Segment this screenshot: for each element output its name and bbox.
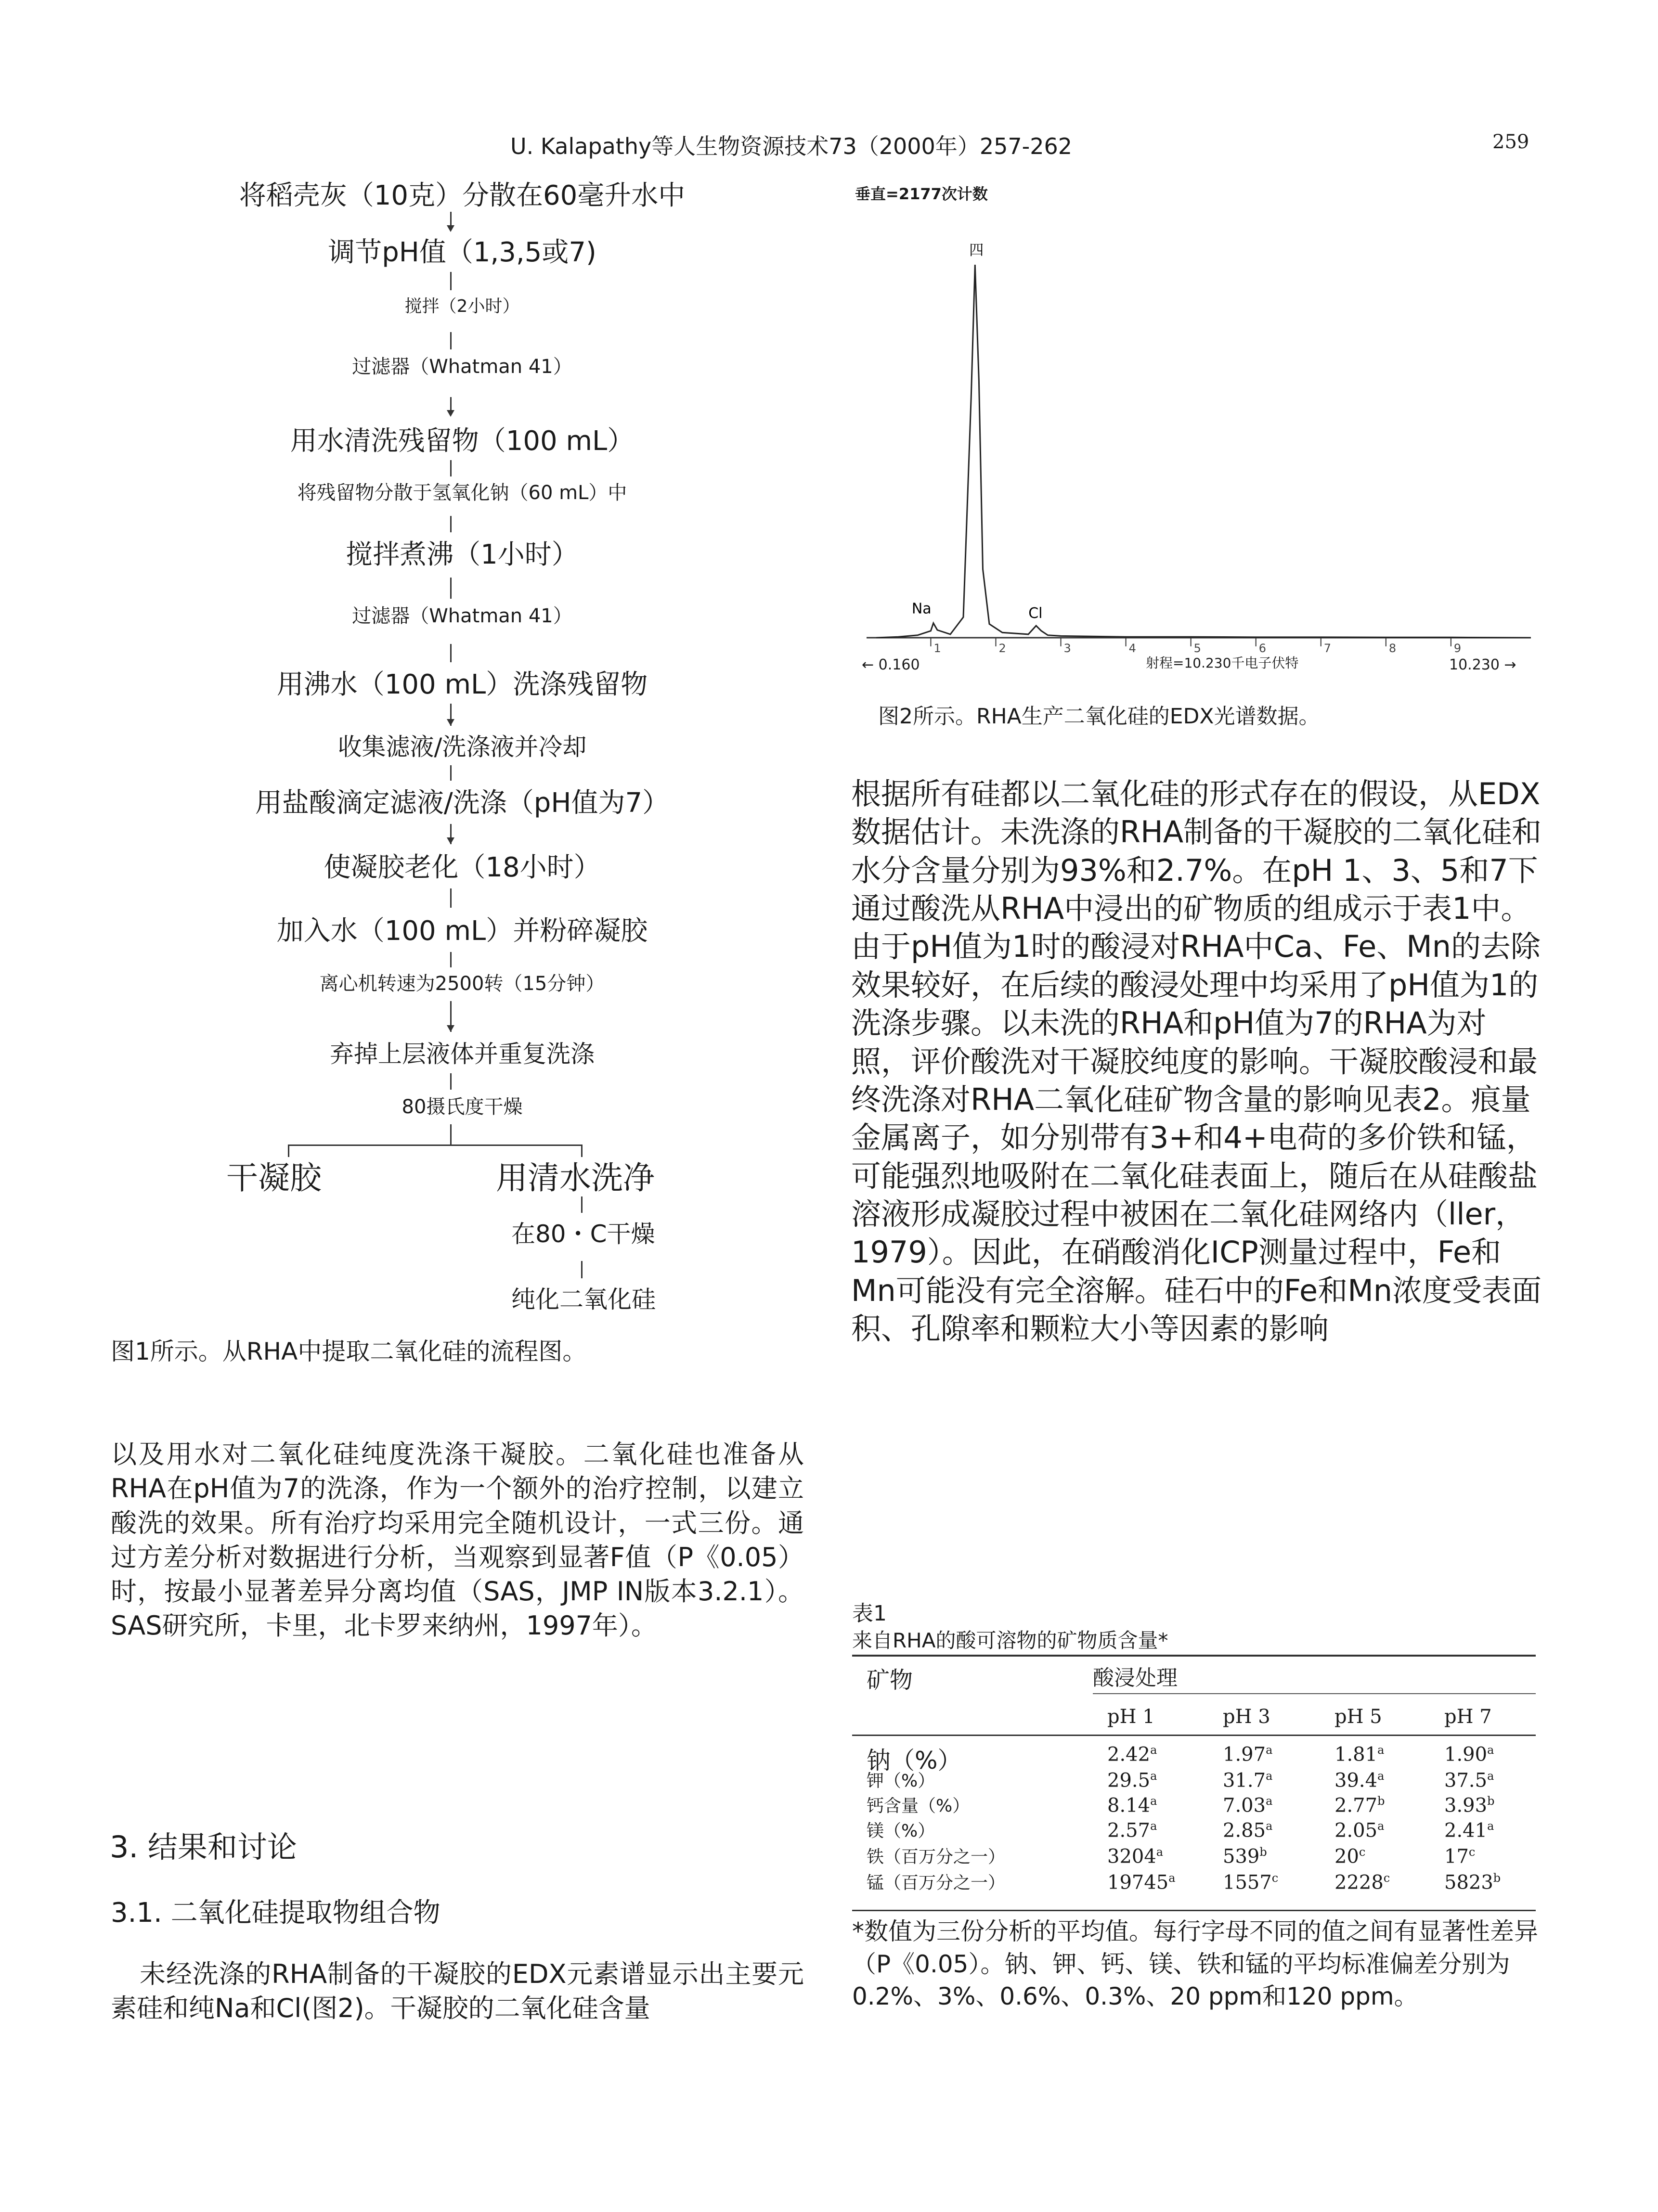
table-cell-value: 5823 — [1444, 1871, 1493, 1894]
page-number: 259 — [1492, 131, 1529, 153]
flow-step: 使凝胶老化（18小时） — [324, 852, 601, 883]
table-cell-significance: a — [1377, 1743, 1385, 1757]
table-cell-significance: a — [1487, 1769, 1494, 1783]
arrow-down-icon — [447, 837, 454, 844]
flow-connector — [450, 1124, 452, 1145]
table-cell-significance: b — [1377, 1794, 1385, 1808]
flow-step: 调节pH值（1,3,5或7) — [328, 237, 596, 268]
flow-connector — [450, 952, 452, 967]
cl-label: Cl — [1028, 605, 1043, 622]
flow-step: 用沸水（100 mL）洗涤残留物 — [276, 669, 648, 700]
table-row-label: 锰（百万分之一） — [867, 1873, 1006, 1893]
table-cell-significance: a — [1377, 1769, 1385, 1783]
left-paragraph-1: 以及用水对二氧化硅纯度洗涤干凝胶。二氧化硅也准备从RHA在pH值为7的洗涤，作为一个额外的治疗控制，以建立酸洗的效果。所有治疗均采用完全随机设计，一式三份。通过方差分析对数据进行分析，当观察到显著F值（P《0.05）时，按最小显著差异分离均值（SAS，JMP IN版本3.2.1）。SAS研究所，卡里，北卡罗来纳州，1997年）。 — [111, 1439, 804, 1641]
flow-connector — [581, 1196, 583, 1213]
figure1-caption: 图1所示。从RHA中提取二氧化硅的流程图。 — [111, 1337, 587, 1365]
table-cell-value: 2.42 — [1107, 1743, 1151, 1766]
flow-step: 纯化二氧化硅 — [511, 1286, 656, 1313]
table-cell — [1444, 1794, 1494, 1816]
table-cell-significance: c — [1468, 1845, 1476, 1859]
table-cell — [1334, 1794, 1385, 1816]
table-cell-value: 37.5 — [1444, 1769, 1488, 1792]
table-cell-value: 1.97 — [1223, 1743, 1266, 1766]
flow-connector — [450, 516, 452, 532]
arrow-down-icon — [447, 1025, 454, 1032]
table-cell-value: 2228 — [1334, 1871, 1384, 1894]
table-top-rule — [852, 1655, 1536, 1657]
table-cell-value: 29.5 — [1107, 1769, 1151, 1792]
table-cell-value: 20 — [1334, 1845, 1359, 1868]
table-col-head: pH 7 — [1444, 1706, 1492, 1728]
table-cell-value: 8.14 — [1107, 1794, 1151, 1817]
flow-step: 搅拌（2小时） — [404, 296, 520, 316]
table-group-rule — [1093, 1693, 1536, 1694]
table-cell-significance: c — [1383, 1871, 1390, 1885]
flow-step: 用水清洗残留物（100 mL） — [290, 425, 635, 457]
flow-step: 80摄氏度干燥 — [402, 1096, 523, 1118]
table-col-mineral: 矿物 — [867, 1667, 913, 1694]
table-footnote: *数值为三份分析的平均值。每行字母不同的值之间有显著性差异（P《0.05）。钠、钾、钙、镁、铁和锰的平均标准偏差分别为0.2%、3%、0.6%、0.3%、20 ppm和120 ppm。 — [852, 1917, 1538, 2010]
table-col-head: pH 5 — [1334, 1706, 1382, 1728]
edx-spectrum-chart — [862, 202, 1536, 683]
running-header: U. Kalapathy等人生物资源技术73（2000年）257-262 — [510, 133, 1073, 159]
table-cell-value: 2.41 — [1444, 1819, 1488, 1842]
flow-connector — [581, 1261, 583, 1278]
table-cell — [1334, 1871, 1390, 1893]
table-cell-significance: a — [1266, 1819, 1273, 1833]
table-col-head: pH 1 — [1107, 1706, 1155, 1728]
table-label: 表1 — [852, 1601, 887, 1626]
flow-step: 过滤器（Whatman 41） — [352, 605, 572, 627]
table-cell — [1223, 1845, 1267, 1867]
table-cell-value: 539 — [1223, 1845, 1260, 1868]
table-cell-significance: c — [1271, 1871, 1279, 1885]
flow-branch-right: 用清水洗净 — [496, 1159, 655, 1196]
table-cell — [1223, 1819, 1272, 1841]
arrow-down-icon — [447, 410, 454, 417]
flow-connector — [450, 460, 452, 476]
table-cell — [1107, 1743, 1157, 1765]
table-cell — [1334, 1743, 1384, 1765]
flow-connector — [450, 578, 452, 599]
x-tick-label: 6 — [1258, 642, 1267, 655]
table-cell-value: 3.93 — [1444, 1794, 1488, 1817]
right-paragraph: 根据所有硅都以二氧化硅的形式存在的假设，从EDX数据估计。未洗涤的RHA制备的干凝胶的二氧化硅和水分含量分别为93%和2.7%。在pH 1、3、5和7下通过酸洗从RHA中浸出的矿物质的组成示于表1中。由于pH值为1时的酸浸对RHA中Ca、Fe、Mn的去除效果较好，在后续的酸浸处理中均采用了pH值为1的洗涤步骤。以未洗的RHA和pH值为7的RHA为对照，评价酸洗对干凝胶纯度的影响。干凝胶酸浸和最终洗涤对RHA二氧化硅矿物含量的影响见表2。痕量金属离子，如分别带有3+和4+电荷的多价铁和锰，可能强烈地吸附在二氧化硅表面上，随后在从硅酸盐溶液形成凝胶过程中被困在二氧化硅网络内（ller，1979）。因此，在硝酸消化ICP测量过程中，Fe和Mn可能没有完全溶解。硅石中的Fe和Mn浓度受表面积、孔隙率和颗粒大小等因素的影响 — [851, 776, 1542, 1347]
table-cell — [1107, 1871, 1176, 1893]
arrow-down-icon — [447, 719, 454, 726]
table-col-group: 酸浸处理 — [1093, 1666, 1178, 1690]
table-cell-significance: b — [1493, 1871, 1501, 1885]
table-cell-significance: b — [1259, 1845, 1267, 1859]
flow-step: 搅拌煮沸（1小时） — [346, 539, 579, 570]
table-cell-significance: a — [1150, 1819, 1157, 1833]
section-heading: 3. 结果和讨论 — [110, 1829, 297, 1865]
table-cell — [1444, 1845, 1475, 1867]
x-tick-label: 9 — [1453, 642, 1462, 655]
flow-connector — [450, 888, 452, 908]
table-cell — [1334, 1845, 1365, 1867]
table-bottom-rule — [852, 1910, 1536, 1911]
table-cell-value: 31.7 — [1223, 1769, 1266, 1792]
x-tick-label: 4 — [1128, 642, 1136, 655]
table-cell — [1223, 1871, 1278, 1893]
table-col-head: pH 3 — [1223, 1706, 1270, 1728]
flow-step: 将稻壳灰（10克）分散在60毫升水中 — [239, 180, 686, 211]
table-cell-value: 2.57 — [1107, 1819, 1151, 1842]
table-cell-significance: a — [1266, 1743, 1273, 1757]
table-cell-value: 2.85 — [1223, 1819, 1266, 1842]
na-label: Na — [911, 600, 932, 617]
flow-branch-line — [288, 1145, 583, 1146]
table-cell-value: 2.77 — [1334, 1794, 1378, 1817]
x-tick-label: 1 — [933, 642, 941, 655]
flow-connector — [450, 272, 452, 290]
table-cell-value: 17 — [1444, 1845, 1469, 1868]
table-cell-significance: a — [1168, 1871, 1176, 1885]
x-tick-label: 8 — [1388, 642, 1397, 655]
x-axis-left-label: ← 0.160 — [862, 656, 920, 673]
table-cell-significance: a — [1150, 1743, 1157, 1757]
table-cell-significance: a — [1156, 1845, 1164, 1859]
peak-label: 四 — [969, 242, 984, 259]
spectrum-series-line — [876, 265, 1531, 638]
table-cell-value: 2.05 — [1334, 1819, 1378, 1842]
table-cell-significance: a — [1487, 1743, 1494, 1757]
table-cell — [1334, 1819, 1384, 1841]
table-cell — [1444, 1871, 1501, 1893]
flow-step: 将残留物分散于氢氧化钠（60 mL）中 — [297, 482, 627, 504]
table-cell — [1107, 1769, 1157, 1791]
table-cell-significance: a — [1150, 1769, 1157, 1783]
table-cell — [1444, 1819, 1494, 1841]
table-cell-value: 1557 — [1223, 1871, 1272, 1894]
flow-connector — [450, 644, 452, 662]
flow-connector — [450, 1073, 452, 1090]
table-cell-significance: a — [1266, 1794, 1273, 1808]
table-cell — [1107, 1819, 1157, 1841]
left-paragraph-2: 未经洗涤的RHA制备的干凝胶的EDX元素谱显示出主要元素硅和纯Na和Cl(图2)。干凝胶的二氧化硅含量 — [111, 1959, 804, 2024]
fig2-vertical-label: 垂直=2177次计数 — [855, 185, 988, 203]
table-cell — [1223, 1769, 1272, 1791]
flow-step: 用盐酸滴定滤液/洗涤（pH值为7） — [255, 787, 670, 819]
table-cell-value: 1.90 — [1444, 1743, 1488, 1766]
x-tick-label: 7 — [1323, 642, 1332, 655]
flow-connector — [450, 332, 452, 349]
table-cell-significance: a — [1150, 1794, 1157, 1808]
table-cell-value: 3204 — [1107, 1845, 1156, 1868]
table-row-label: 钠（%） — [867, 1747, 962, 1775]
table-cell — [1223, 1794, 1272, 1816]
flow-step: 加入水（100 mL）并粉碎凝胶 — [276, 915, 648, 947]
x-tick-label: 5 — [1193, 642, 1201, 655]
flow-connector — [450, 765, 452, 781]
table-row-label: 镁（%） — [867, 1821, 935, 1841]
table-cell-value: 7.03 — [1223, 1794, 1266, 1817]
table-cell — [1223, 1743, 1272, 1765]
x-axis-right-label: 10.230 → — [1449, 656, 1516, 673]
table-cell-value: 1.81 — [1334, 1743, 1378, 1766]
table-row-label: 铁（百万分之一） — [867, 1847, 1006, 1867]
table-cell — [1107, 1845, 1163, 1867]
table-row-label: 钙含量（%） — [867, 1796, 970, 1816]
arrow-down-icon — [447, 225, 454, 232]
table-cell — [1107, 1794, 1157, 1816]
table-cell — [1444, 1743, 1494, 1765]
flow-step: 在80・C干燥 — [511, 1220, 655, 1248]
table-cell-significance: c — [1359, 1845, 1366, 1859]
flow-step: 离心机转速为2500转（15分钟） — [319, 973, 605, 995]
table-title: 来自RHA的酸可溶物的矿物质含量* — [852, 1629, 1168, 1652]
x-axis-center-label: 射程=10.230千电子伏特 — [1146, 655, 1299, 671]
table-cell-significance: a — [1487, 1819, 1494, 1833]
table-cell — [1334, 1769, 1384, 1791]
flow-step: 过滤器（Whatman 41） — [352, 356, 572, 378]
flow-step: 弃掉上层液体并重复洗涤 — [330, 1040, 595, 1068]
flow-branch-left: 干凝胶 — [226, 1159, 322, 1196]
table-cell-value: 39.4 — [1334, 1769, 1378, 1792]
figure2-caption: 图2所示。RHA生产二氧化硅的EDX光谱数据。 — [878, 704, 1320, 729]
flow-step: 收集滤液/洗涤液并冷却 — [337, 733, 587, 761]
table-cell-significance: a — [1266, 1769, 1273, 1783]
subsection-heading: 3.1. 二氧化硅提取物组合物 — [111, 1897, 440, 1929]
table-row-label: 钾（%） — [867, 1771, 935, 1791]
x-tick-label: 3 — [1063, 642, 1071, 655]
table-cell — [1444, 1769, 1494, 1791]
table-cell-significance: b — [1487, 1794, 1495, 1808]
table-cell-significance: a — [1377, 1819, 1385, 1833]
table-cell-value: 19745 — [1107, 1871, 1169, 1894]
table-header-rule — [852, 1735, 1536, 1736]
x-tick-label: 2 — [998, 642, 1006, 655]
